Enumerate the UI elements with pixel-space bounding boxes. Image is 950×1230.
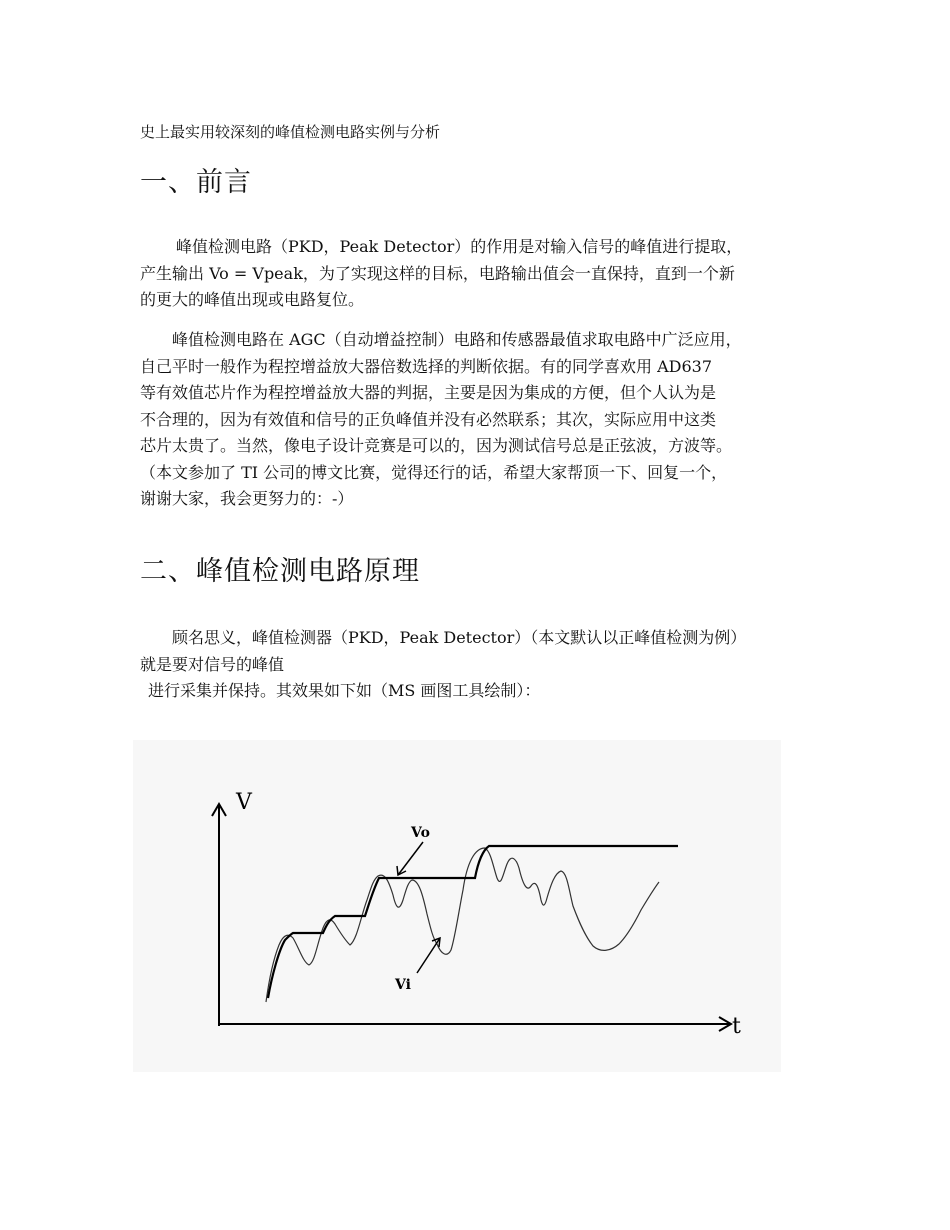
section-heading-principle: 二、峰值检测电路原理 [140, 556, 420, 587]
peak-detector-diagram [133, 740, 781, 1072]
section-heading-preface: 一、前言 [140, 167, 252, 198]
preface-paragraph-1 [140, 234, 812, 314]
document-title: 史上最实用较深刻的峰值检测电路实例与分析 [140, 123, 441, 141]
paragraph-line: 进行采集并保持。其效果如下如（MS 画图工具绘制）： [148, 681, 541, 700]
paragraph-line: 峰值检测电路在 AGC（自动增益控制）电路和传感器最值求取电路中广泛应用， [172, 330, 742, 349]
paragraph-line: 产生输出 Vo = Vpeak，为了实现这样的目标，电路输出值会一直保持，直到一个新 [140, 263, 735, 283]
paragraph-line: 峰值检测电路（PKD，Peak Detector）的作用是对输入信号的峰值进行提取， [176, 237, 743, 256]
paragraph-line: 谢谢大家，我会更努力的：-） [140, 489, 354, 508]
x-axis-label: t [732, 1014, 741, 1039]
paragraph-line: 不合理的，因为有效值和信号的正负峰值并没有必然联系；其次，实际应用中这类 [140, 409, 717, 429]
peak-detector-figure [133, 740, 781, 1072]
vi-signal-curve [266, 848, 659, 1002]
vo-label: Vo [411, 825, 430, 841]
vo-output-curve [268, 846, 678, 998]
y-axis-label: V [236, 790, 252, 815]
paragraph-line: 顾名思义，峰值检测器（PKD，Peak Detector）（本文默认以正峰值检测为例） [172, 628, 747, 647]
vo-pointer-arrow [398, 842, 423, 875]
paragraph-line: 就是要对信号的峰值 [140, 654, 285, 674]
preface-paragraph-2 [140, 327, 812, 513]
paragraph-line: 自己平时一般作为程控增益放大器倍数选择的判断依据。有的同学喜欢用 AD637 [140, 356, 713, 376]
paragraph-line: 的更大的峰值出现或电路复位。 [140, 290, 365, 309]
vi-pointer-arrow [417, 938, 440, 973]
paragraph-line: （本文参加了 TI 公司的博文比赛，觉得还行的话，希望大家帮顶一下、回复一个， [140, 462, 728, 482]
vi-label: Vi [395, 977, 411, 993]
paragraph-line: 芯片太贵了。当然，像电子设计竞赛是可以的，因为测试信号总是正弦波，方波等。 [140, 436, 733, 455]
paragraph-line: 等有效值芯片作为程控增益放大器的判据，主要是因为集成的方便，但个人认为是 [140, 383, 717, 402]
principle-paragraph [140, 625, 812, 705]
